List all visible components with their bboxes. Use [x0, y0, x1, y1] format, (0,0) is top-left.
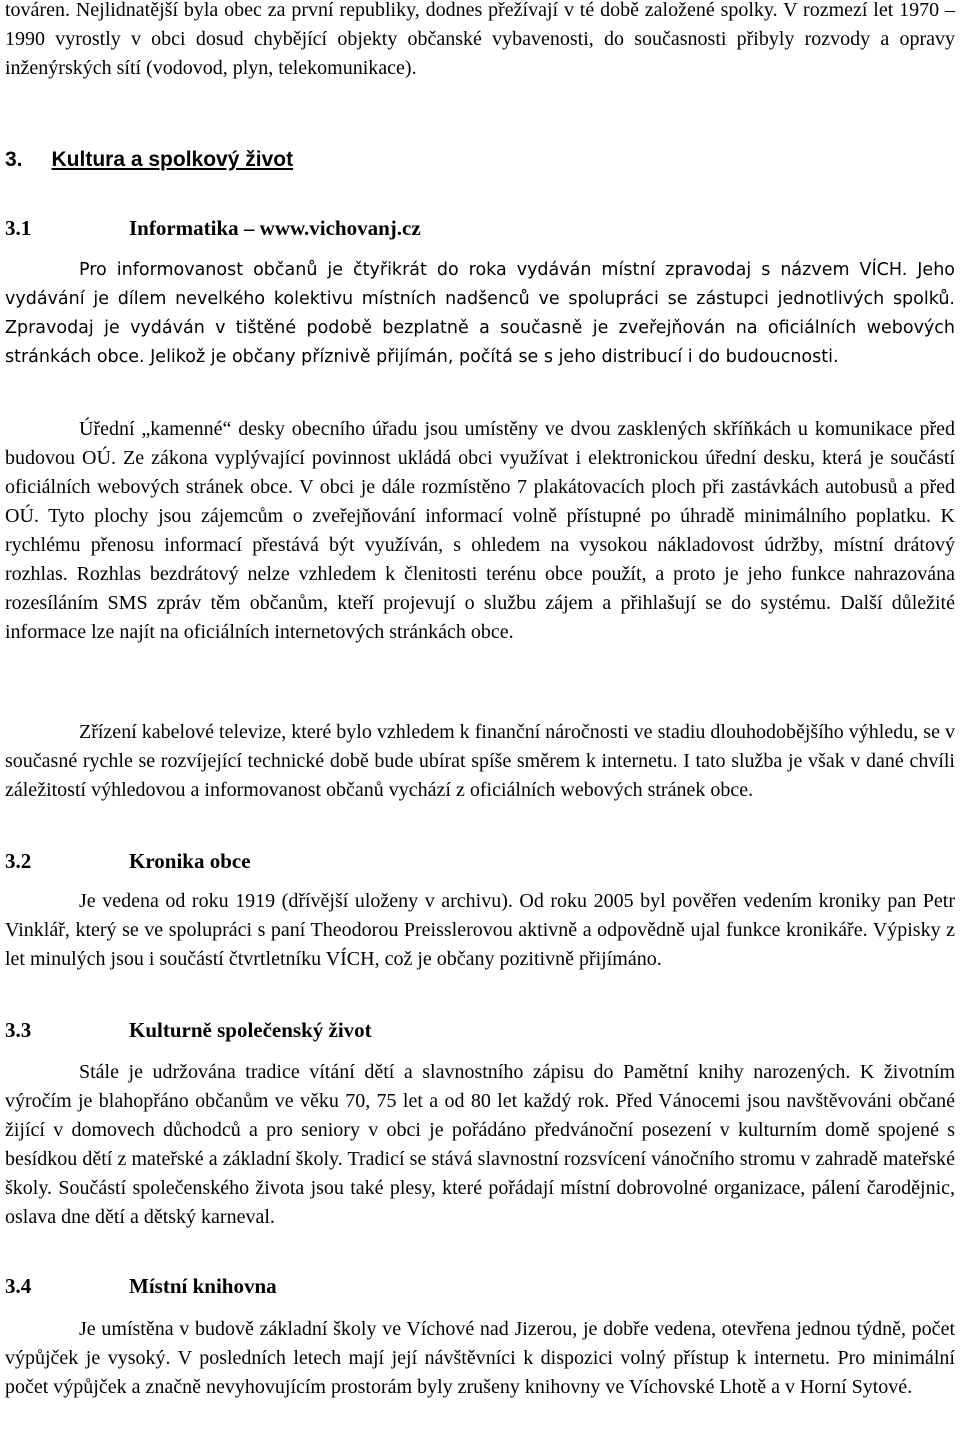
- intro-paragraph: továren. Nejlidnatější byla obec za první republiky, dodnes přežívají v té době založené spolky. V rozmezí let 1970 – 1990 vyrostly v obci dosud chybějící objekty občanské vybavenosti, do současnosti přibyly rozvody a opravy inženýrských sítí (vodovod, plyn, telekomunikace).: [5, 0, 955, 79]
- section-3-4-heading: [5, 1274, 277, 1299]
- section-3-3-title: Kulturně společenský život: [129, 1018, 372, 1042]
- section-3-1-paragraph-1: Pro informovanost občanů je čtyřikrát do roka vydáván místní zpravodaj s názvem VÍCH. Jeho vydávání je dílem nevelkého kolektivu místních nadšenců ve spolupráci se zástupci jednotlivých spolků. Zpravodaj je vydáván v tištěné podobě bezplatně a současně je zveřejňován na oficiálních webových stránkách obce. Jelikož je občany příznivě přijímán, počítá se s jeho distribucí i do budoucnosti.: [5, 260, 955, 367]
- section-3-4-title: Místní knihovna: [129, 1274, 277, 1298]
- section-3-1-number: 3.1: [5, 216, 32, 240]
- section-3-3-paragraph: Stále je udržována tradice vítání dětí a slavnostního zápisu do Pamětní knihy narozených. K životním výročím je blahopřáno občanům ve věku 70, 75 let a od 80 let každý rok. Před Vánocemi jsou navštěvováni občané žijící v domovech důchodců a pro seniory v obci je pořádáno předvánoční posezení v kulturním domě spojené s besídkou dětí z mateřské a základní školy. Tradicí se stává slavnostní rozsvícení vánočního stromu v zahradě mateřské školy. Součástí společenského života jsou také plesy, které pořádají místní dobrovolné organizace, pálení čarodějnic, oslava dne dětí a dětský karneval.: [5, 1061, 955, 1228]
- section-3-number: 3.: [5, 148, 23, 171]
- section-3-2-heading: [5, 849, 251, 874]
- section-3-heading: [5, 148, 293, 172]
- section-3-1-title: Informatika – www.vichovanj.cz: [129, 216, 421, 240]
- section-3-4-paragraph: Je umístěna v budově základní školy ve Víchové nad Jizerou, je dobře vedena, otevřena jednou týdně, počet výpůjček je vysoký. V posledních letech mají její návštěvníci k dispozici volný přístup k internetu. Pro minimální počet výpůjček a značně nevyhovujícím prostorám byly zrušeny knihovny ve Víchovské Lhotě a v Horní Sytové.: [5, 1318, 955, 1398]
- section-3-1-heading: [5, 216, 421, 241]
- section-3-3-number: 3.3: [5, 1018, 32, 1042]
- section-3-2-title: Kronika obce: [129, 849, 251, 873]
- section-3-1-paragraph-3: Zřízení kabelové televize, které bylo vzhledem k finanční náročnosti ve stadiu dlouhodobějšího výhledu, se v současné rychle se rozvíjející technické době bude ubírat spíše směrem k internetu. I tato služba je však v dané chvíli záležitostí výhledovou a informovanost občanů vychází z oficiálních webových stránek obce.: [5, 721, 955, 801]
- section-3-2-paragraph: Je vedena od roku 1919 (dřívější uloženy v archivu). Od roku 2005 byl pověřen vedením kroniky pan Petr Vinklář, který se ve spolupráci s paní Theodorou Preisslerovou aktivně a odpovědně ujal funkce kronikáře. Výpisky z let minulých jsou i součástí čtvrtletníku VÍCH, což je občany pozitivně přijímáno.: [5, 890, 955, 970]
- section-3-title: Kultura a spolkový život: [51, 148, 294, 171]
- section-3-1-paragraph-2: Úřední „kamenné“ desky obecního úřadu jsou umístěny ve dvou zasklených skříňkách u komunikace před budovou OÚ. Ze zákona vyplývající povinnost ukládá obci využívat i elektronickou úřední desku, která je součástí oficiálních webových stránek obce. V obci je dále rozmístěno 7 plakátovacích ploch při zastávkách autobusů a před OÚ. Tyto plochy jsou zájemcům o zveřejňování informací volně přístupné po úhradě minimálního poplatku. K rychlému přenosu informací přestává být využíván, s ohledem na vysokou nákladovost údržby, místní drátový rozhlas. Rozhlas bezdrátový nelze vzhledem k členitosti terénu obce použít, a proto je jeho funkce nahrazována rozesíláním SMS zpráv těm občanům, kteří projevují o službu zájem a přihlašují se do systému. Další důležité informace lze najít na oficiálních internetových stránkách obce.: [5, 418, 955, 643]
- section-3-2-number: 3.2: [5, 849, 32, 873]
- section-3-3-heading: [5, 1018, 372, 1043]
- section-3-4-number: 3.4: [5, 1274, 32, 1298]
